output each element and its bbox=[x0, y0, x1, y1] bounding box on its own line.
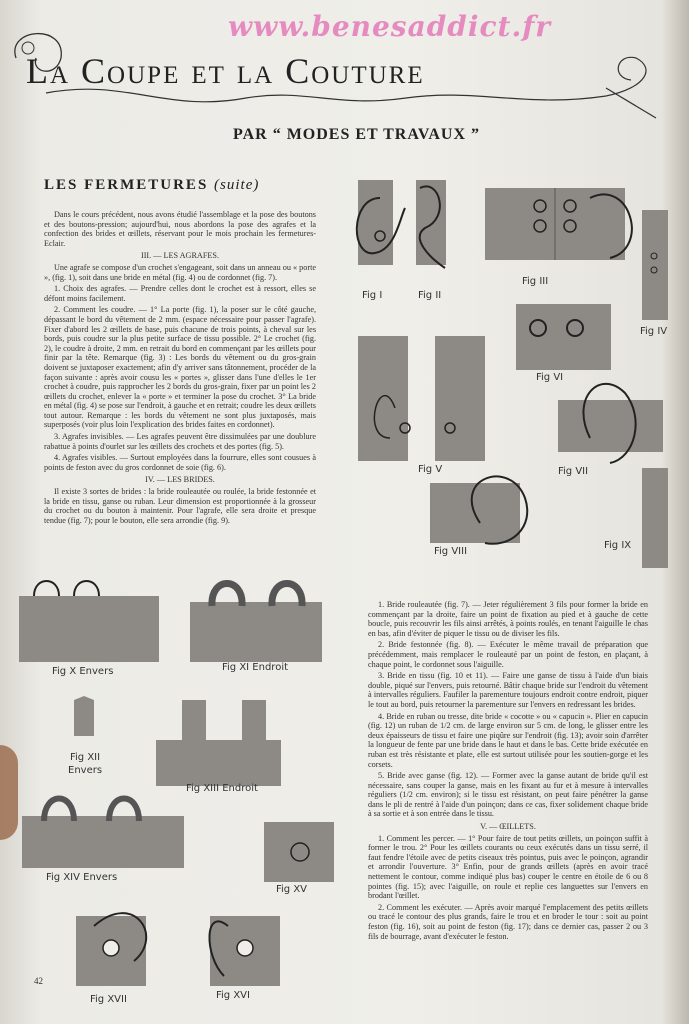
figure-7-label: Fig VII bbox=[558, 466, 589, 477]
paragraph: 1. Choix des agrafes. — Prendre celles dont le crochet est à ressort, elles se défont moins facilement. bbox=[44, 284, 316, 303]
section-title-text: LES FERMETURES bbox=[44, 177, 209, 193]
figure-14 bbox=[22, 799, 184, 869]
subheading: IV. — LES BRIDES. bbox=[145, 475, 215, 485]
figure-17-label: Fig XVII bbox=[90, 994, 127, 1005]
page-number: 42 bbox=[34, 976, 43, 986]
paragraph: 2. Comment les coudre. — 1° La porte (fig. 1), la poser sur le côté gauche, dépassant le bord du vêtement de 2 mm. (espace nécessaire pour passer l'agrafe). Fixer d'abord les 2 œillets de base, puis chacune de trois points, à cheval sur les bords, puis coudre sur la plus petite surface de tissu possible. 2° Le crochet (fig. 2), le coudre à droite, 2 mm. en retrait du bord en commençant par les œillets pour finir par la tête. Remarque (fig. 3) : Les bords du vêtement ou du gros-grain doivent se juxtaposer exactement; afin d'y arriver sans tâtonnement, procéder de la façon suivante : après avoir cousu les « portes », glisser dans l'une d'elles le 1er crochet à coudre, puis rapprocher les 2 bords du gros-grain, fixer par un point les 2 œillets du crochet, enlever la « porte » et terminer la pose du crochet. 3° La bride en métal (fig. 4) se pose sur l'endroit, à gauche et en retrait; coudre les deux œillets tout autour. Remarque : les bords du vêtement ne sont plus juxtaposés, mais superposés (voir plus loin l'explication des brides faites en cordonnet). bbox=[44, 305, 316, 430]
paragraph: Il existe 3 sortes de brides : la bride rouleautée ou roulée, la bride festonnée et la bride en tissu, ganse ou ruban. Leur dimension est proportionnée à la grosseur du crochet ou du bouton à maintenir. Pour l'agrafe, elle sera droite et presque tendue (fig. 7); pour le bouton, elle sera arrondie (fig. 9). bbox=[44, 487, 316, 525]
byline: PAR “ MODES ET TRAVAUX ” bbox=[233, 126, 481, 143]
figure-10-label: Fig X Envers bbox=[52, 666, 114, 677]
figure-12-label: Fig XII bbox=[70, 752, 101, 763]
figure-7 bbox=[558, 384, 663, 463]
figure-12 bbox=[74, 696, 94, 736]
left-column bbox=[44, 210, 316, 527]
figure-1-label: Fig I bbox=[362, 290, 383, 301]
figure-11-label: Fig XI Endroit bbox=[222, 662, 289, 673]
figure-5-label: Fig V bbox=[418, 464, 443, 475]
figure-12-envers-label: Envers bbox=[68, 765, 103, 776]
figure-2-label: Fig II bbox=[418, 290, 442, 301]
paragraph: 2. Bride festonnée (fig. 8). — Exécuter le même travail de préparation que précédemment, mais remplacer le rouleauté par un point de feston, en plaçant, à chaque point, le cordonnet sous l'aiguille. bbox=[368, 640, 648, 669]
figure-14-label: Fig XIV Envers bbox=[46, 872, 118, 883]
right-column bbox=[368, 600, 648, 943]
section-title bbox=[44, 177, 259, 194]
paragraph: 2. Comment les exécuter. — Après avoir marqué l'emplacement des petits œillets ou tracé le contour des plus grands, faire le trou et en broder le tour : soit au point feston (fig. 16), soit au point de feston (fig. 17); dans ce dernier cas, passer 2 ou 3 fils de bourrage, avant d'exécuter le feston. bbox=[368, 902, 648, 941]
figure-2 bbox=[416, 180, 446, 268]
figure-16-label: Fig XVI bbox=[216, 990, 250, 1001]
figure-3 bbox=[485, 188, 632, 260]
figure-8 bbox=[430, 476, 527, 543]
figure-13 bbox=[156, 700, 281, 786]
figure-10 bbox=[19, 581, 159, 662]
paragraph: Une agrafe se compose d'un crochet s'engageant, soit dans un anneau ou « porte », (fig. 1), soit dans une bride en métal (fig. 4) ou de cordonnet (fig. 7). bbox=[44, 262, 316, 282]
figure-9 bbox=[642, 468, 668, 568]
paragraph: 3. Agrafes invisibles. — Les agrafes peuvent être dissimulées par une doublure rabattue à points d'ourlet sur les œillets des crochets et des portes (fig. 5). bbox=[44, 432, 316, 451]
watermark: www.benesaddict.fr bbox=[228, 10, 552, 43]
figure-5 bbox=[358, 336, 485, 461]
paragraph: 3. Bride en tissu (fig. 10 et 11). — Faire une ganse de tissu à l'aide d'un biais double, piqué sur l'envers, puis retourné. Bâtir chaque bride sur l'endroit du vêtement à intervalles réguliers. Faufiler la parementure toujours endroit contre endroit, piquer le tout au bord, puis retourner la parementure sur l'envers en redressant les brides. bbox=[368, 671, 648, 709]
subheading: III. — LES AGRAFES. bbox=[140, 251, 219, 261]
figure-3-label: Fig III bbox=[522, 276, 549, 287]
figure-8-label: Fig VIII bbox=[434, 546, 468, 557]
figure-13-label: Fig XIII Endroit bbox=[186, 783, 258, 794]
paragraph: 1. Bride rouleautée (fig. 7). — Jeter régulièrement 3 fils pour former la bride en commençant par la droite, faire un point de fixation au pied et à gauche de cette boucle, puis recouvrir les fils ainsi arrêtés, à points roulés, en tenant l'aiguille le chas en bas, afin d'éviter de piquer le tissu ou de diviser les fils. bbox=[368, 600, 648, 638]
paragraph: 5. Bride avec ganse (fig. 12). — Former avec la ganse autant de bride qu'il est nécessaire, sans couper la ganse, mais en les fixant au fur et à mesure à intervalles réguliers (1/2 cm. environ); si le tissu est résistant, on peut faire pénétrer la ganse dans le pli de rentré à l'aide d'un poinçon; dans ce cas, fixer solidement chaque bride à sa sortie et à son entrée dans le tissu. bbox=[368, 771, 648, 819]
figure-4-label: Fig IV bbox=[640, 326, 668, 337]
paragraph: 4. Bride en ruban ou tresse, dite bride « cocotte » ou « capucin ». Plier en capucin (fig. 12) un ruban de 1/2 cm. de large environ sur 5 cm. de long, le glisser entre les deux épaisseurs de tissu et faire une piqûre sur l'endroit (fig. 13); avoir soin d'arrêter la longueur de fente par une bride dans le haut et dans le bas. Cette bride exécutée en ruban est très résistante et plate, elle est surtout utilisée pour les soutien-gorge et les corsets. bbox=[368, 711, 648, 769]
figure-4 bbox=[642, 210, 668, 320]
figure-16 bbox=[209, 916, 280, 986]
figure-11 bbox=[190, 584, 322, 663]
paragraph: Dans le cours précédent, nous avons étudié l'assemblage et la pose des boutons et des boutons-pression; aujourd'hui, nous abordons la pose des agrafes et la confection des brides et œillets, réservant pour le mois prochain les fermetures-Eclair. bbox=[44, 210, 316, 248]
section-title-suffix: (suite) bbox=[214, 177, 260, 193]
figure-9-label: Fig IX bbox=[604, 540, 632, 551]
figure-15-label: Fig XV bbox=[276, 884, 308, 895]
paragraph: 1. Comment les percer. — 1° Pour faire de tout petits œillets, un poinçon suffit à former le trou. 2° Pour les œillets courants ou ceux exécutés dans un tissu serré, il faut fendre l'étoile avec de petits ciseaux très pointus, puis avec le poinçon, agrandir et arrondir l'ouverture. 3° Enfin, pour de grands œillets (après en avoir tracé nettement le contour, comme indiqué plus bas) couper le centre en étoile de 6 ou 8 pointes (fig. 15); avec l'aiguille, on roule et replie ces languettes sur l'envers en brodant l'œillet. bbox=[368, 833, 648, 901]
hook-figures bbox=[350, 178, 689, 578]
paragraph: 4. Agrafes visibles. — Surtout employées dans la fourrure, elles sont cousues à points de feston avec du gros cordonnet de soie (fig. 6). bbox=[44, 453, 316, 472]
figure-17 bbox=[76, 913, 146, 986]
figure-6 bbox=[516, 304, 611, 370]
subheading: V. — ŒILLETS. bbox=[480, 822, 536, 832]
figure-6-label: Fig VI bbox=[536, 372, 564, 383]
figure-15 bbox=[264, 822, 334, 882]
page-title: La Coupe et la Couture bbox=[26, 51, 425, 91]
loop-figures bbox=[14, 576, 334, 996]
figure-1 bbox=[357, 180, 405, 265]
